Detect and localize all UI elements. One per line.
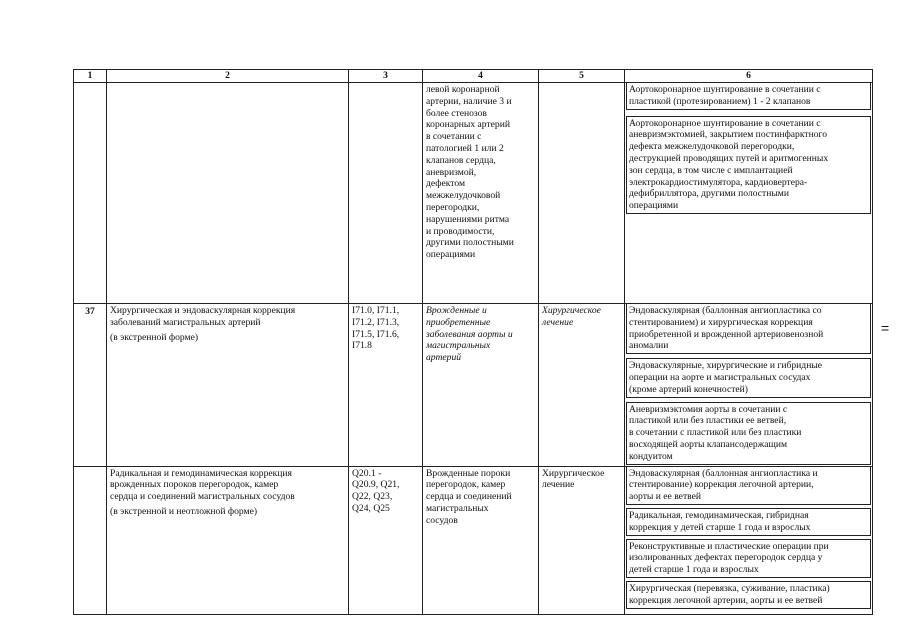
method-block xyxy=(626,83,871,110)
method-block xyxy=(626,467,871,505)
text-line: зон сердца, в том числе с имплантацией xyxy=(629,164,793,176)
cont-name-cell xyxy=(107,83,349,304)
cont-num-cell xyxy=(74,83,107,304)
text-line: дефектом xyxy=(426,178,466,190)
text-line: кондуитом xyxy=(629,450,673,462)
cont-model-text xyxy=(423,83,538,262)
text-line: I71.5, I71.6, xyxy=(352,328,400,340)
text-line: коронарных артерий xyxy=(426,119,510,131)
text-line: Аортокоронарное шунтирование в сочетании с xyxy=(629,117,821,129)
header-col-6: 6 xyxy=(625,70,873,83)
r37b-treatment-text xyxy=(539,467,624,493)
header-col-1: 1 xyxy=(74,70,107,83)
text-line: Эндоваскулярные, хирургические и гибридные xyxy=(629,360,823,372)
text-line: врожденных пороков перегородок, камер xyxy=(110,479,279,491)
text-line: (кроме артерий конечностей) xyxy=(629,383,748,395)
text-line: сердца и соединений магистральных сосудов xyxy=(110,491,295,503)
method-block xyxy=(626,539,871,578)
text-line: операциями xyxy=(629,200,679,212)
text-line: аневризмой, xyxy=(426,166,477,178)
r37b-name-text xyxy=(107,467,348,504)
text-line: артерий xyxy=(426,352,462,364)
r37a-name-cell xyxy=(107,304,349,467)
text-line: артерии, наличие 3 и xyxy=(426,95,512,107)
text-line: Аортокоронарное шунтирование в сочетании с xyxy=(629,84,821,95)
text-line: патологией 1 или 2 xyxy=(426,142,504,154)
text-line: другими полостными xyxy=(426,237,514,249)
r37a-treatment-cell xyxy=(539,304,625,467)
cont-treatment-cell xyxy=(539,83,625,304)
method-block xyxy=(626,304,871,354)
r37b-model-cell xyxy=(423,466,539,614)
procedures-table xyxy=(73,69,873,615)
header-col-5: 5 xyxy=(539,70,625,83)
r37a-treatment-text xyxy=(539,304,624,330)
text-line: Q22, Q23, xyxy=(352,491,393,503)
text-line: аорты и ее ветвей xyxy=(629,491,701,503)
text-line: стентирование) коррекция легочной артерии, xyxy=(629,479,814,491)
text-line: коррекция у детей старше 1 года и взрослых xyxy=(629,521,811,533)
text-line: Радикальная, гемодинамическая, гибридная xyxy=(629,509,809,521)
r37a-name-text xyxy=(107,304,348,330)
r37a-model-text xyxy=(423,304,538,365)
text-line: заболевания аорты и xyxy=(426,328,513,340)
r37a-code-cell xyxy=(349,304,423,467)
r37a-form-note: (в экстренной форме) xyxy=(110,331,199,343)
text-line: Реконструктивные и пластические операции при xyxy=(629,540,829,552)
text-line: межжелудочковой xyxy=(426,190,501,202)
text-line: перегородки, xyxy=(426,201,480,213)
r37a-model-cell xyxy=(423,304,539,467)
header-col-3: 3 xyxy=(349,70,423,83)
text-line: пластикой (протезированием) 1 - 2 клапанов xyxy=(629,95,811,107)
method-block xyxy=(626,581,871,609)
text-line: Врожденные и xyxy=(426,305,487,316)
text-line: нарушениями ритма xyxy=(426,213,510,225)
text-line: Хирургическая (перевязка, суживание, пластика) xyxy=(629,582,830,594)
text-line: операциями xyxy=(426,249,476,261)
cont-model-cell xyxy=(423,83,539,304)
text-line: перегородок, камер xyxy=(426,479,506,491)
text-line: магистральных xyxy=(426,502,489,514)
text-line: в сочетании с xyxy=(426,131,482,143)
text-line: Аневризмэктомия аорты в сочетании с xyxy=(629,403,788,415)
text-line: стентированием) и хирургическая коррекция xyxy=(629,316,813,328)
cont-code-cell xyxy=(349,83,423,304)
text-line: Эндоваскулярная (баллонная ангиопластика со xyxy=(629,305,822,316)
page-side-marker: = xyxy=(881,320,890,336)
table-row-37-heart-defects xyxy=(74,466,873,614)
text-line: дефекта межжелудочковой перегородки, xyxy=(629,141,795,153)
text-line: заболеваний магистральных артерий xyxy=(110,316,261,328)
text-line: детей старше 1 года и взрослых xyxy=(629,564,759,576)
text-line: восходящей аорты клапансодержащим xyxy=(629,438,788,450)
r37a-method-cell xyxy=(625,304,873,467)
r37b-method-cell xyxy=(625,466,873,614)
text-line: Хирургическое xyxy=(542,305,601,316)
r37b-treatment-cell xyxy=(539,466,625,614)
r37b-code-cell xyxy=(349,466,423,614)
text-line: сосудов xyxy=(426,514,458,526)
text-line: более стенозов xyxy=(426,107,487,119)
r37b-model-text xyxy=(423,467,538,528)
method-block xyxy=(626,358,871,397)
r37a-code-text xyxy=(349,304,422,353)
text-line: I71.0, I71.1, xyxy=(352,305,400,316)
text-line: деструкцией проводящих путей и аритмогенных xyxy=(629,152,829,164)
text-line: приобретенной и врожденной артериовенозной xyxy=(629,328,824,340)
header-row xyxy=(74,70,873,83)
header-col-4: 4 xyxy=(423,70,539,83)
r37b-num-cell xyxy=(74,466,107,614)
r37b-name-cell xyxy=(107,466,349,614)
text-line: Врожденные пороки xyxy=(426,467,511,479)
table-row-continuation xyxy=(74,83,873,304)
r37b-form-note: (в экстренной и неотложной форме) xyxy=(110,505,258,517)
text-line: аневризмэктомией, закрытием постинфарктного xyxy=(629,129,827,141)
text-line: аномалии xyxy=(629,340,669,352)
method-block xyxy=(626,116,871,214)
text-line: Хирургическое xyxy=(542,467,605,479)
text-line: электрокардиостимулятора, кардиовертера- xyxy=(629,176,808,188)
text-line: Эндоваскулярная (баллонная ангиопластика и xyxy=(629,467,818,479)
r37b-code-text xyxy=(349,467,422,516)
text-line: Радикальная и гемодинамическая коррекция xyxy=(110,467,292,479)
row-number-cell xyxy=(74,304,107,467)
text-line: лечение xyxy=(542,316,574,328)
text-line: приобретенные xyxy=(426,316,491,328)
text-line: пластикой или без пластики ее ветвей, xyxy=(629,415,787,427)
text-line: I71.2, I71.3, xyxy=(352,316,400,328)
text-line: Хирургическая и эндоваскулярная коррекция xyxy=(110,305,296,316)
text-line: изолированных дефектах перегородок сердца у xyxy=(629,552,823,564)
text-line: коррекция легочной артерии, аорты и ее ветвей xyxy=(629,594,823,606)
method-block xyxy=(626,402,871,465)
text-line: сердца и соединений xyxy=(426,491,512,503)
text-line: дефибриллятора, другими полостными xyxy=(629,188,790,200)
text-line: и проводимости, xyxy=(426,225,495,237)
row-number: 37 xyxy=(85,306,95,317)
text-line: I71.8 xyxy=(352,340,372,352)
text-line: Q20.9, Q21, xyxy=(352,479,400,491)
text-line: клапанов сердца, xyxy=(426,154,496,166)
text-line: Q20.1 - xyxy=(352,467,382,479)
text-line: лечение xyxy=(542,479,575,491)
text-line: в сочетании с пластикой или без пластики xyxy=(629,427,802,439)
table-row-37-arteries xyxy=(74,304,873,467)
cont-method-cell xyxy=(625,83,873,304)
text-line: операции на аорте и магистральных сосудах xyxy=(629,371,811,383)
text-line: Q24, Q25 xyxy=(352,502,390,514)
header-col-2: 2 xyxy=(107,70,349,83)
method-block xyxy=(626,508,871,536)
text-line: магистральных xyxy=(426,340,491,352)
text-line: левой коронарной xyxy=(426,84,500,95)
